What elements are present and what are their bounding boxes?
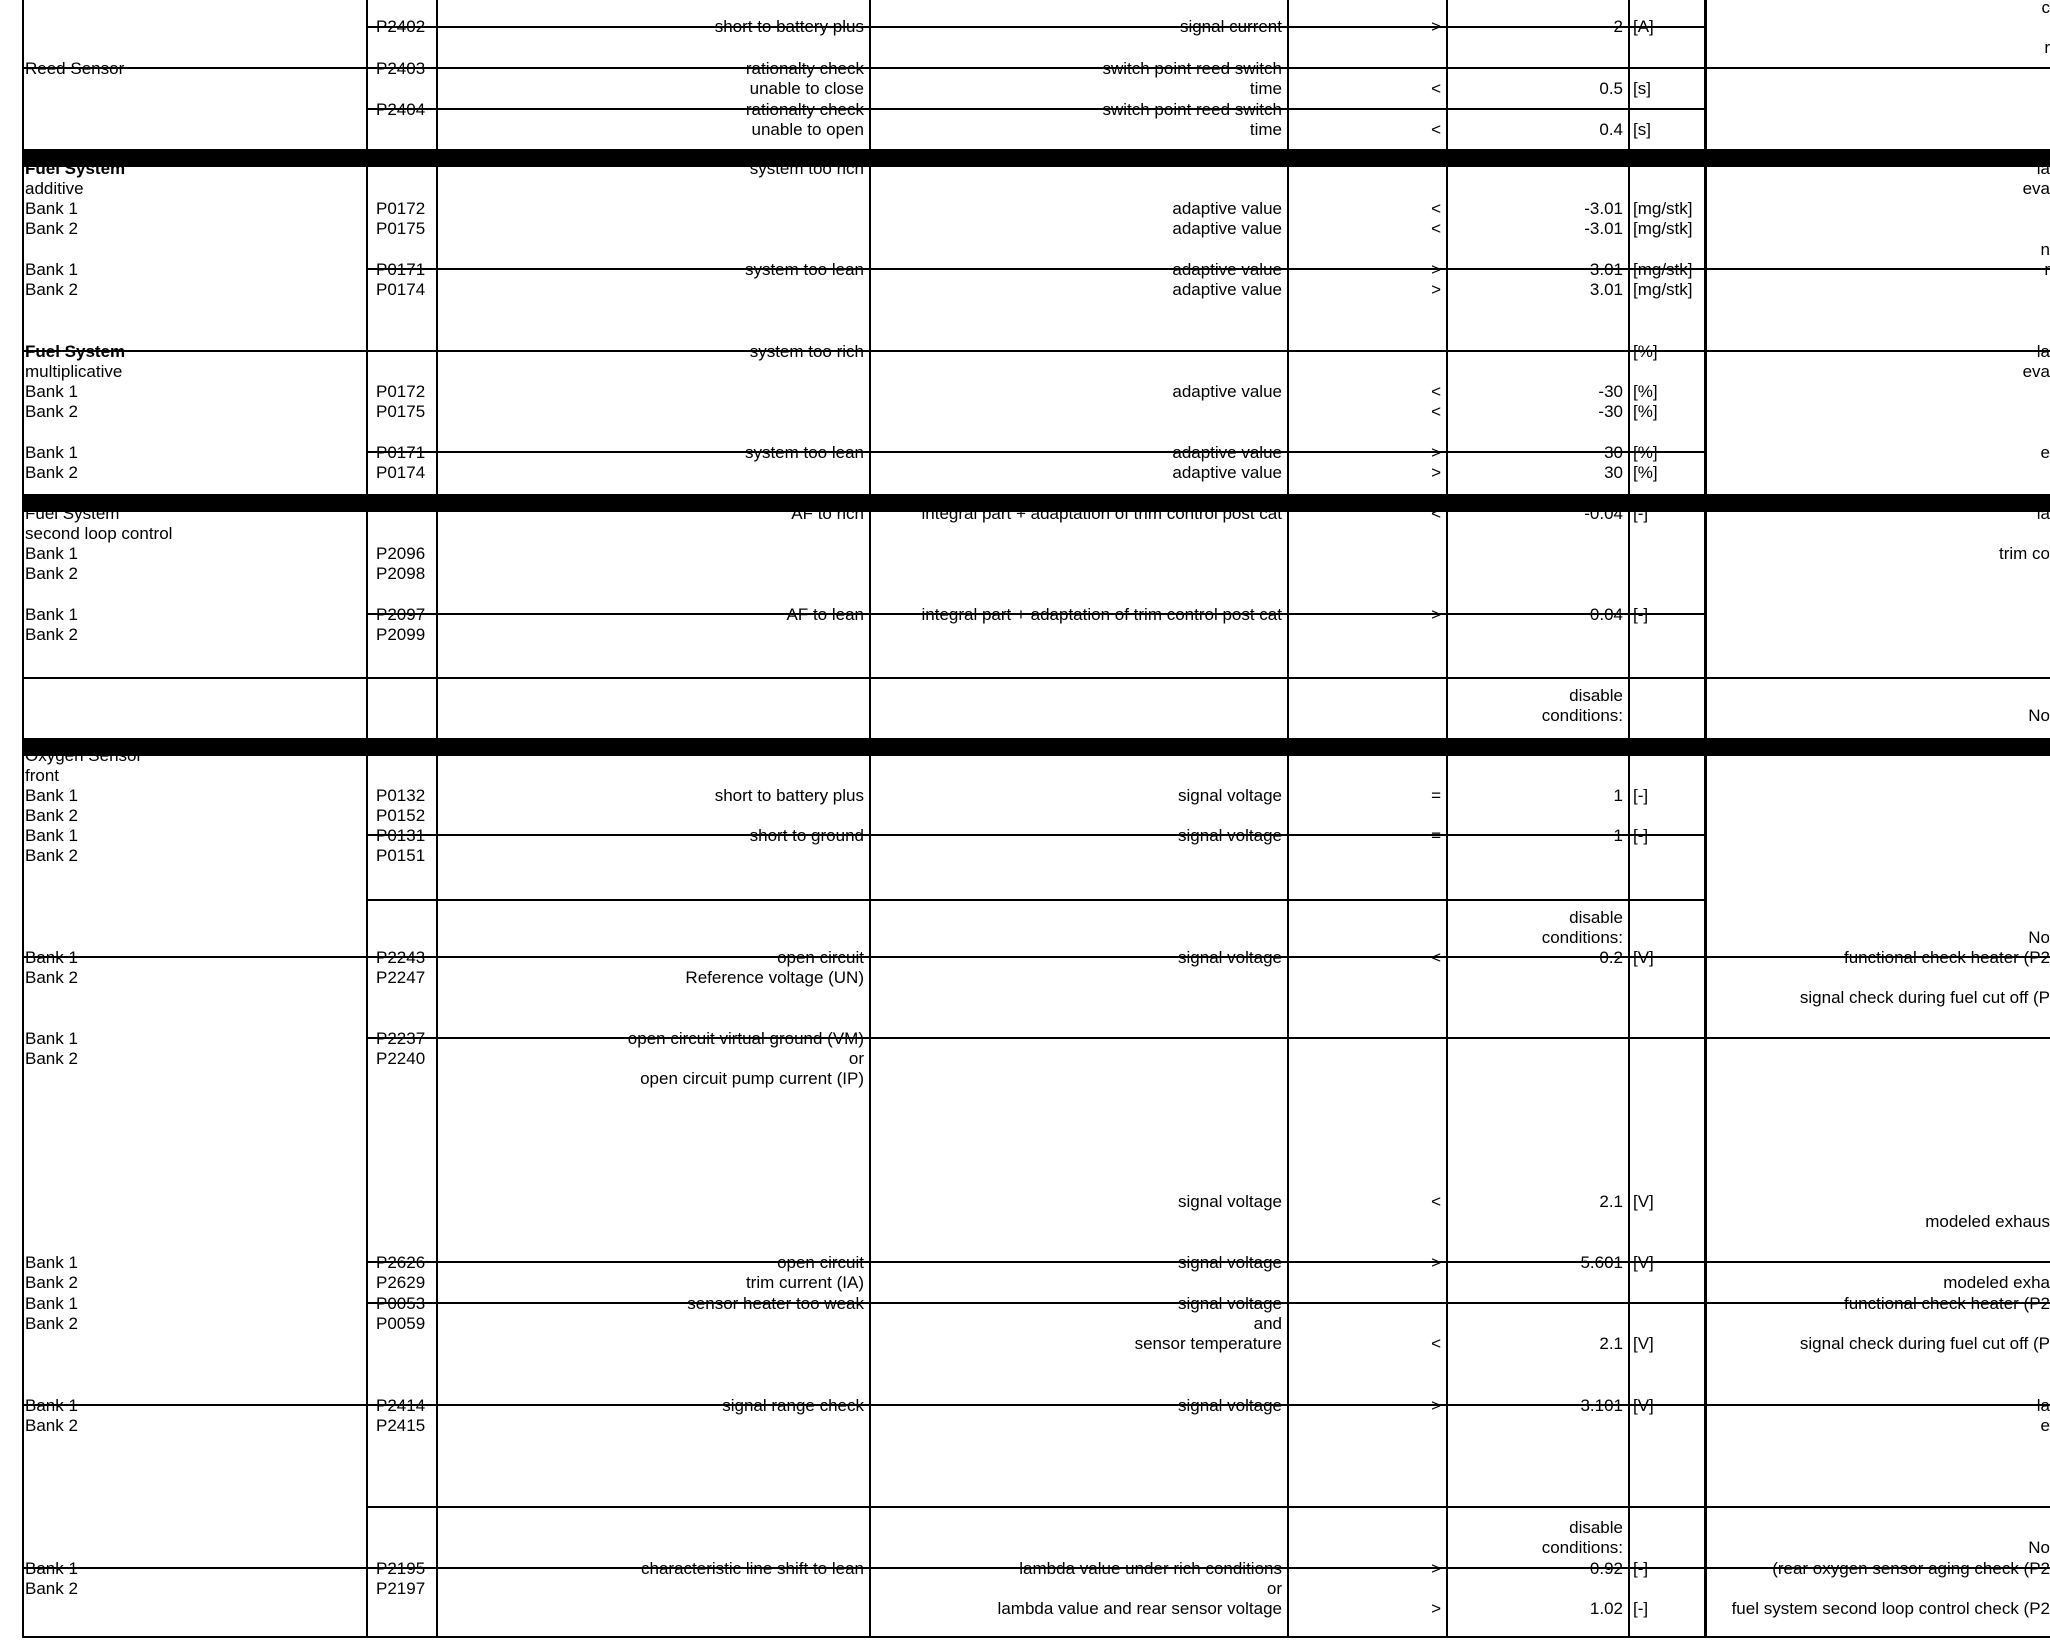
cell-system: Bank 1 <box>25 382 78 401</box>
column-rule <box>1628 0 1630 1638</box>
cell-system: Bank 1 <box>25 1294 78 1313</box>
cell-fault: trim current (IA) <box>745 1273 864 1292</box>
cell-system: Bank 2 <box>25 219 78 238</box>
cell-extra: r <box>2044 38 2050 57</box>
cell-unit: [mg/stk] <box>1633 260 1693 279</box>
cell-value: disable <box>1569 1518 1623 1537</box>
cell-value: 0.5 <box>1599 79 1623 98</box>
cell-param: integral part + adaptation of trim control post cat <box>921 504 1282 523</box>
cell-system: Bank 2 <box>25 1579 78 1598</box>
cell-value: conditions: <box>1541 928 1623 947</box>
cell-code: P2096 <box>376 544 426 563</box>
cell-op: > <box>1431 605 1441 624</box>
cell-code: P2240 <box>376 1049 426 1068</box>
cell-param: signal voltage <box>1178 1253 1282 1272</box>
column-rule <box>1287 0 1289 1638</box>
cell-value: -3.01 <box>1584 219 1623 238</box>
column-rule <box>366 0 368 1638</box>
cell-fault: system too lean <box>744 443 864 462</box>
cell-unit: [%] <box>1633 443 1658 462</box>
cell-param: signal voltage <box>1178 1294 1282 1313</box>
cell-op: = <box>1431 786 1441 805</box>
cell-code: P2626 <box>376 1253 426 1272</box>
cell-fault: system too lean <box>744 260 864 279</box>
column-rule <box>869 0 871 1638</box>
cell-param: adaptive value <box>1172 382 1282 401</box>
cell-code: P2414 <box>376 1396 426 1415</box>
cell-system: Bank 1 <box>25 1396 78 1415</box>
cell-system: Bank 1 <box>25 1029 78 1048</box>
cell-code: P2403 <box>376 59 426 78</box>
cell-extra: eva <box>2022 179 2050 198</box>
cell-fault: open circuit <box>777 948 864 967</box>
cell-extra: la <box>2036 504 2050 523</box>
cell-value: 2.1 <box>1599 1334 1623 1353</box>
cell-fault: unable to open <box>751 120 864 139</box>
cell-system: multiplicative <box>25 362 123 381</box>
cell-code: P2415 <box>376 1416 426 1435</box>
cell-system: Bank 2 <box>25 1416 78 1435</box>
cell-fault: system too rich <box>749 342 864 361</box>
cell-code: P2247 <box>376 968 426 987</box>
cell-param: adaptive value <box>1172 463 1282 482</box>
cell-value: -0.04 <box>1584 504 1623 523</box>
cell-param: lambda value under rich conditions <box>1019 1559 1282 1578</box>
cell-op: < <box>1431 402 1441 421</box>
cell-system: Bank 2 <box>25 1273 78 1292</box>
cell-value: 3.101 <box>1580 1396 1623 1415</box>
cell-system: Bank 1 <box>25 605 78 624</box>
cell-system: Bank 2 <box>25 806 78 825</box>
cell-code: P2098 <box>376 564 426 583</box>
cell-value: disable <box>1569 686 1623 705</box>
cell-value: 1.02 <box>1589 1599 1623 1618</box>
cell-op: > <box>1431 1253 1441 1272</box>
cell-op: > <box>1431 1559 1441 1578</box>
cell-code: P0151 <box>376 846 426 865</box>
cell-unit: [-] <box>1633 504 1649 523</box>
cell-value: 0.04 <box>1589 605 1623 624</box>
row-rule <box>22 1636 2050 1638</box>
cell-code: P0172 <box>376 382 426 401</box>
cell-extra: (rear oxygen sensor aging check (P2 <box>1772 1559 2050 1578</box>
cell-op: < <box>1431 382 1441 401</box>
cell-unit: [-] <box>1633 786 1649 805</box>
cell-extra: n <box>2040 240 2050 259</box>
cell-code: P0174 <box>376 280 426 299</box>
cell-system: Oxygen Sensor <box>25 746 143 765</box>
column-rule <box>1704 0 1707 1638</box>
cell-op: < <box>1431 1334 1441 1353</box>
cell-extra: No <box>2028 1538 2050 1557</box>
cell-code: P2237 <box>376 1029 426 1048</box>
cell-fault: Reference voltage (UN) <box>685 968 864 987</box>
cell-system: Bank 1 <box>25 199 78 218</box>
cell-unit: [V] <box>1633 1334 1654 1353</box>
cell-op: < <box>1431 79 1441 98</box>
cell-extra: la <box>2036 342 2050 361</box>
cell-op: > <box>1431 280 1441 299</box>
cell-extra: la <box>2036 159 2050 178</box>
cell-extra: c <box>2041 0 2050 17</box>
cell-system: Bank 2 <box>25 463 78 482</box>
column-rule <box>436 0 438 1638</box>
cell-fault: or <box>848 1049 864 1068</box>
cell-op: < <box>1431 199 1441 218</box>
row-rule <box>22 677 2050 679</box>
cell-fault: unable to close <box>749 79 864 98</box>
cell-extra: No <box>2028 928 2050 947</box>
cell-param: adaptive value <box>1172 443 1282 462</box>
cell-system: Bank 2 <box>25 1314 78 1333</box>
cell-fault: system too rich <box>749 159 864 178</box>
cell-fault: signal range check <box>722 1396 864 1415</box>
cell-op: < <box>1431 504 1441 523</box>
cell-unit: [mg/stk] <box>1633 219 1693 238</box>
cell-value: 30 <box>1604 443 1623 462</box>
cell-unit: [V] <box>1633 1396 1654 1415</box>
cell-system: Fuel System <box>25 504 120 523</box>
cell-extra: e <box>2040 1416 2050 1435</box>
cell-extra: modeled exha <box>1943 1273 2050 1292</box>
cell-code: P2097 <box>376 605 426 624</box>
cell-param: or <box>1266 1579 1282 1598</box>
cell-code: P0175 <box>376 219 426 238</box>
cell-code: P0171 <box>376 260 426 279</box>
cell-system: Bank 1 <box>25 443 78 462</box>
cell-value: 3.01 <box>1589 280 1623 299</box>
cell-fault: characteristic line shift to lean <box>641 1559 864 1578</box>
cell-code: P2402 <box>376 17 426 36</box>
cell-fault: open circuit virtual ground (VM) <box>627 1029 864 1048</box>
cell-value: conditions: <box>1541 1538 1623 1557</box>
cell-system: Bank 2 <box>25 402 78 421</box>
cell-value: -30 <box>1598 402 1623 421</box>
cell-unit: [s] <box>1633 120 1651 139</box>
cell-unit: [-] <box>1633 1559 1649 1578</box>
cell-param: and <box>1253 1314 1282 1333</box>
cell-extra: signal check during fuel cut off (P <box>1799 1334 2050 1353</box>
cell-extra: r <box>2044 260 2050 279</box>
cell-op: > <box>1431 1396 1441 1415</box>
cell-param: signal voltage <box>1178 948 1282 967</box>
cell-value: -3.01 <box>1584 199 1623 218</box>
cell-system: front <box>25 766 60 785</box>
cell-unit: [s] <box>1633 79 1651 98</box>
cell-system: Bank 1 <box>25 260 78 279</box>
cell-system: Bank 1 <box>25 948 78 967</box>
cell-code: P0152 <box>376 806 426 825</box>
cell-code: P0171 <box>376 443 426 462</box>
cell-op: > <box>1431 260 1441 279</box>
cell-op: > <box>1431 463 1441 482</box>
cell-code: P0059 <box>376 1314 426 1333</box>
cell-extra: modeled exhaus <box>1925 1212 2050 1231</box>
cell-code: P0172 <box>376 199 426 218</box>
cell-param: integral part + adaptation of trim control post cat <box>921 605 1282 624</box>
cell-fault: AF to rich <box>791 504 864 523</box>
cell-op: = <box>1431 826 1441 845</box>
cell-code: P2099 <box>376 625 426 644</box>
cell-extra: e <box>2040 443 2050 462</box>
cell-extra: No <box>2028 706 2050 725</box>
cell-fault: short to battery plus <box>714 17 864 36</box>
cell-unit: [-] <box>1633 826 1649 845</box>
cell-system: Bank 1 <box>25 544 78 563</box>
cell-value: 2.1 <box>1599 1192 1623 1211</box>
cell-system: Bank 1 <box>25 826 78 845</box>
cell-op: > <box>1431 1599 1441 1618</box>
cell-param: time <box>1249 120 1282 139</box>
cell-op: > <box>1431 443 1441 462</box>
cell-value: 3.01 <box>1589 260 1623 279</box>
column-rule <box>22 0 24 1638</box>
cell-unit: [mg/stk] <box>1633 199 1693 218</box>
cell-param: adaptive value <box>1172 219 1282 238</box>
cell-param: lambda value and rear sensor voltage <box>997 1599 1282 1618</box>
cell-extra: fuel system second loop control check (P2 <box>1731 1599 2050 1618</box>
cell-system: Bank 1 <box>25 1559 78 1578</box>
cell-value: disable <box>1569 908 1623 927</box>
column-rule <box>1446 0 1448 1638</box>
cell-extra: eva <box>2022 362 2050 381</box>
cell-param: adaptive value <box>1172 280 1282 299</box>
cell-unit: [-] <box>1633 605 1649 624</box>
cell-value: 2 <box>1613 17 1623 36</box>
cell-extra: functional check heater (P2 <box>1843 948 2050 967</box>
cell-param: time <box>1249 79 1282 98</box>
row-rule <box>366 1506 2050 1508</box>
cell-system: Bank 1 <box>25 1253 78 1272</box>
cell-unit: [V] <box>1633 1192 1654 1211</box>
cell-system: Fuel System <box>25 342 126 361</box>
cell-fault: open circuit pump current (IP) <box>640 1069 864 1088</box>
cell-value: 1 <box>1613 786 1623 805</box>
cell-value: 0.92 <box>1589 1559 1623 1578</box>
cell-code: P2404 <box>376 100 426 119</box>
cell-param: signal voltage <box>1178 1192 1282 1211</box>
cell-code: P0053 <box>376 1294 426 1313</box>
cell-system: second loop control <box>25 524 173 543</box>
cell-param: signal voltage <box>1178 786 1282 805</box>
cell-unit: [%] <box>1633 382 1658 401</box>
cell-value: 30 <box>1604 463 1623 482</box>
cell-op: < <box>1431 219 1441 238</box>
cell-value: 0.2 <box>1599 948 1623 967</box>
cell-fault: AF to lean <box>786 605 864 624</box>
cell-unit: [A] <box>1633 17 1654 36</box>
cell-code: P0175 <box>376 402 426 421</box>
cell-extra: la <box>2036 1396 2050 1415</box>
cell-unit: [%] <box>1633 342 1658 361</box>
cell-system: Bank 2 <box>25 968 78 987</box>
cell-unit: [mg/stk] <box>1633 280 1693 299</box>
cell-fault: rationalty check <box>745 100 864 119</box>
cell-code: P2197 <box>376 1579 426 1598</box>
cell-code: P2195 <box>376 1559 426 1578</box>
cell-param: signal voltage <box>1178 1396 1282 1415</box>
cell-param: signal current <box>1179 17 1282 36</box>
cell-extra: signal check during fuel cut off (P <box>1799 988 2050 1007</box>
cell-unit: [V] <box>1633 1253 1654 1272</box>
cell-unit: [%] <box>1633 463 1658 482</box>
cell-op: > <box>1431 17 1441 36</box>
cell-op: < <box>1431 948 1441 967</box>
cell-param: signal voltage <box>1178 826 1282 845</box>
cell-param: sensor temperature <box>1134 1334 1282 1353</box>
cell-system: Bank 2 <box>25 1049 78 1068</box>
cell-fault: open circuit <box>777 1253 864 1272</box>
cell-param: switch point reed switch <box>1102 100 1282 119</box>
cell-fault: short to ground <box>749 826 864 845</box>
cell-param: switch point reed switch <box>1102 59 1282 78</box>
cell-value: 5.601 <box>1580 1253 1623 1272</box>
cell-fault: short to battery plus <box>714 786 864 805</box>
cell-system: Bank 2 <box>25 846 78 865</box>
cell-system: Fuel System <box>25 159 126 178</box>
cell-system: Bank 2 <box>25 625 78 644</box>
cell-system: Reed Sensor <box>25 59 125 78</box>
cell-value: 0.4 <box>1599 120 1623 139</box>
cell-param: adaptive value <box>1172 260 1282 279</box>
cell-op: < <box>1431 1192 1441 1211</box>
cell-system: Bank 2 <box>25 280 78 299</box>
cell-system: additive <box>25 179 84 198</box>
cell-code: P2629 <box>376 1273 426 1292</box>
cell-extra: trim co <box>1999 544 2050 563</box>
cell-system: Bank 1 <box>25 786 78 805</box>
cell-unit: [-] <box>1633 1599 1649 1618</box>
cell-unit: [V] <box>1633 948 1654 967</box>
cell-code: P0131 <box>376 826 426 845</box>
cell-value: -30 <box>1598 382 1623 401</box>
cell-system: Bank 2 <box>25 564 78 583</box>
cell-fault: sensor heater too weak <box>687 1294 864 1313</box>
cell-unit: [%] <box>1633 402 1658 421</box>
cell-code: P0174 <box>376 463 426 482</box>
cell-value: conditions: <box>1541 706 1623 725</box>
cell-code: P2243 <box>376 948 426 967</box>
cell-param: adaptive value <box>1172 199 1282 218</box>
cell-code: P0132 <box>376 786 426 805</box>
cell-value: 1 <box>1613 826 1623 845</box>
cell-fault: rationalty check <box>745 59 864 78</box>
cell-op: < <box>1431 120 1441 139</box>
cell-extra: functional check heater (P2 <box>1843 1294 2050 1313</box>
row-rule <box>366 899 1707 901</box>
